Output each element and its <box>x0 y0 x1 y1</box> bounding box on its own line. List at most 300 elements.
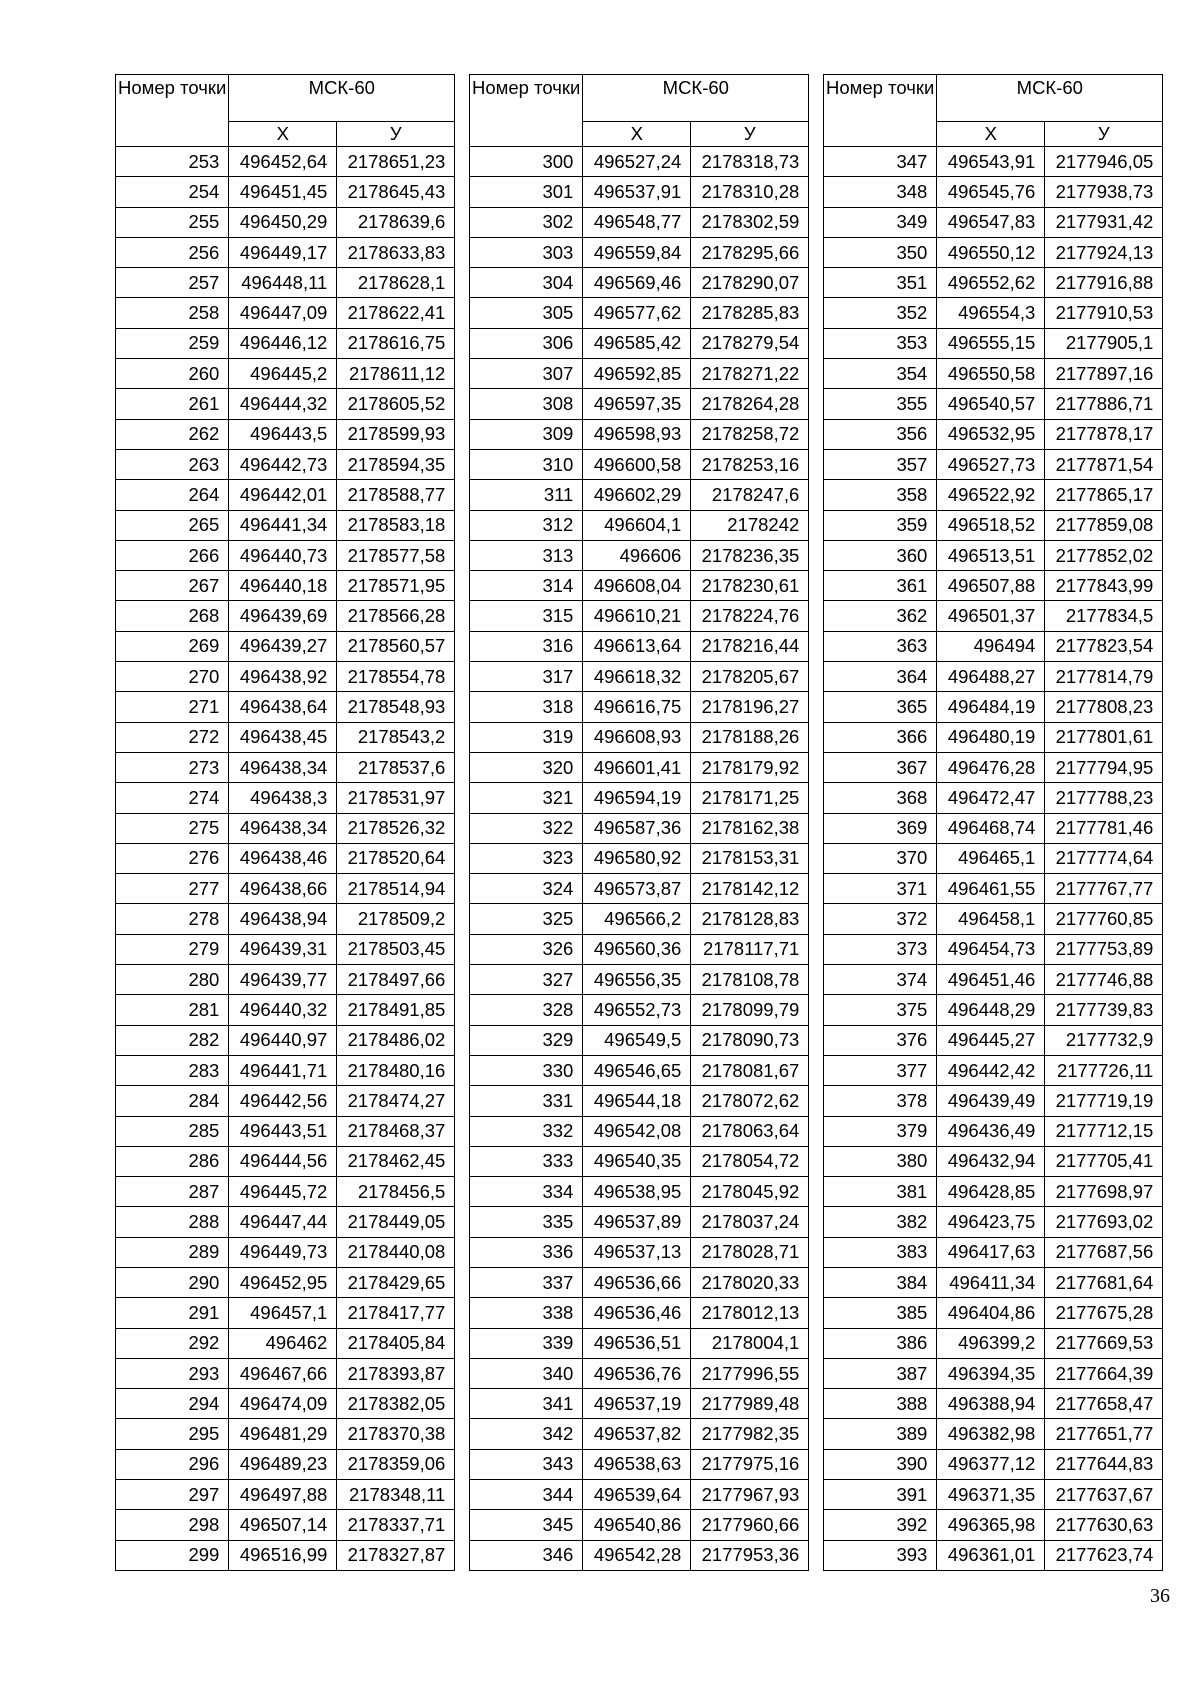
x-coordinate-cell: 496394,35 <box>937 1358 1045 1388</box>
point-number-cell: 317 <box>470 662 583 692</box>
point-number-cell: 289 <box>116 1237 229 1267</box>
point-number-cell: 324 <box>470 874 583 904</box>
point-number-cell: 300 <box>470 147 583 177</box>
table-row <box>116 904 455 934</box>
x-coordinate-cell: 496602,29 <box>583 480 691 510</box>
y-coordinate-cell: 2177726,11 <box>1045 1055 1163 1085</box>
table-row <box>824 389 1163 419</box>
y-coordinate-cell: 2177746,88 <box>1045 965 1163 995</box>
table-row <box>116 571 455 601</box>
point-number-cell: 357 <box>824 449 937 479</box>
x-coordinate-cell: 496550,58 <box>937 359 1045 389</box>
table-row <box>824 177 1163 207</box>
x-coordinate-cell: 496432,94 <box>937 1146 1045 1176</box>
point-number-cell: 286 <box>116 1146 229 1176</box>
table-row <box>470 904 809 934</box>
x-coordinate-cell: 496532,95 <box>937 419 1045 449</box>
point-number-cell: 272 <box>116 722 229 752</box>
table-row <box>116 934 455 964</box>
table-row <box>824 147 1163 177</box>
point-number-cell: 314 <box>470 571 583 601</box>
y-coordinate-cell: 2177732,9 <box>1045 1025 1163 1055</box>
y-coordinate-cell: 2178393,87 <box>337 1358 455 1388</box>
table-row <box>824 1449 1163 1479</box>
table-row <box>824 934 1163 964</box>
x-coordinate-cell: 496543,91 <box>937 147 1045 177</box>
point-number-cell: 285 <box>116 1116 229 1146</box>
table-row <box>116 207 455 237</box>
x-coordinate-cell: 496440,18 <box>229 571 337 601</box>
y-coordinate-cell: 2177852,02 <box>1045 540 1163 570</box>
y-coordinate-cell: 2177834,5 <box>1045 601 1163 631</box>
table-row <box>470 752 809 782</box>
y-coordinate-cell: 2178503,45 <box>337 934 455 964</box>
point-number-cell: 295 <box>116 1419 229 1449</box>
y-coordinate-cell: 2178099,79 <box>691 995 809 1025</box>
x-coordinate-cell: 496468,74 <box>937 813 1045 843</box>
point-number-cell: 346 <box>470 1540 583 1570</box>
table-row <box>470 480 809 510</box>
x-coordinate-cell: 496439,31 <box>229 934 337 964</box>
y-coordinate-cell: 2178028,71 <box>691 1237 809 1267</box>
x-coordinate-cell: 496494 <box>937 631 1045 661</box>
y-coordinate-cell: 2177814,79 <box>1045 662 1163 692</box>
coordinates-table-3 <box>823 74 1163 1571</box>
point-number-cell: 283 <box>116 1055 229 1085</box>
table-row <box>824 1025 1163 1055</box>
y-coordinate-cell: 2178302,59 <box>691 207 809 237</box>
x-coordinate-cell: 496555,15 <box>937 328 1045 358</box>
x-coordinate-cell: 496438,64 <box>229 692 337 722</box>
table-row <box>470 1267 809 1297</box>
y-coordinate-cell: 2178012,13 <box>691 1298 809 1328</box>
y-coordinate-cell: 2178117,71 <box>691 934 809 964</box>
table-row <box>470 1116 809 1146</box>
point-number-cell: 358 <box>824 480 937 510</box>
point-number-cell: 384 <box>824 1267 937 1297</box>
table-row <box>824 1177 1163 1207</box>
y-coordinate-cell: 2178520,64 <box>337 843 455 873</box>
point-number-cell: 390 <box>824 1449 937 1479</box>
point-number-cell: 276 <box>116 843 229 873</box>
point-number-cell: 351 <box>824 268 937 298</box>
x-coordinate-cell: 496449,17 <box>229 237 337 267</box>
x-coordinate-cell: 496566,2 <box>583 904 691 934</box>
y-coordinate-cell: 2177910,53 <box>1045 298 1163 328</box>
x-coordinate-cell: 496540,57 <box>937 389 1045 419</box>
x-coordinate-cell: 496472,47 <box>937 783 1045 813</box>
table-row <box>470 449 809 479</box>
x-coordinate-cell: 496476,28 <box>937 752 1045 782</box>
x-coordinate-cell: 496443,51 <box>229 1116 337 1146</box>
x-coordinate-cell: 496438,66 <box>229 874 337 904</box>
x-coordinate-cell: 496507,14 <box>229 1510 337 1540</box>
point-number-header: Номер точки <box>470 75 583 147</box>
point-number-cell: 374 <box>824 965 937 995</box>
x-coordinate-cell: 496438,94 <box>229 904 337 934</box>
x-coordinate-cell: 496404,86 <box>937 1298 1045 1328</box>
point-number-cell: 361 <box>824 571 937 601</box>
x-coordinate-cell: 496423,75 <box>937 1207 1045 1237</box>
x-coordinate-cell: 496604,1 <box>583 510 691 540</box>
y-coordinate-cell: 2178188,26 <box>691 722 809 752</box>
point-number-cell: 339 <box>470 1328 583 1358</box>
table-row <box>116 1540 455 1570</box>
table-row <box>824 1328 1163 1358</box>
point-number-cell: 326 <box>470 934 583 964</box>
table-row <box>824 571 1163 601</box>
point-number-cell: 340 <box>470 1358 583 1388</box>
table-row <box>116 843 455 873</box>
table-row <box>470 147 809 177</box>
y-coordinate-cell: 2177871,54 <box>1045 449 1163 479</box>
x-coordinate-cell: 496480,19 <box>937 722 1045 752</box>
x-coordinate-cell: 496411,34 <box>937 1267 1045 1297</box>
y-coordinate-cell: 2178054,72 <box>691 1146 809 1176</box>
point-number-cell: 255 <box>116 207 229 237</box>
x-coordinate-cell: 496618,32 <box>583 662 691 692</box>
x-coordinate-cell: 496454,73 <box>937 934 1045 964</box>
y-coordinate-cell: 2178318,73 <box>691 147 809 177</box>
x-coordinate-cell: 496536,46 <box>583 1298 691 1328</box>
table-row <box>116 540 455 570</box>
y-coordinate-cell: 2178605,52 <box>337 389 455 419</box>
point-number-cell: 341 <box>470 1389 583 1419</box>
point-number-cell: 260 <box>116 359 229 389</box>
y-coordinate-cell: 2178577,58 <box>337 540 455 570</box>
table-row <box>116 783 455 813</box>
table-row <box>470 783 809 813</box>
table-row <box>470 207 809 237</box>
point-number-cell: 371 <box>824 874 937 904</box>
point-number-cell: 393 <box>824 1540 937 1570</box>
table-row <box>824 1146 1163 1176</box>
point-number-cell: 284 <box>116 1086 229 1116</box>
y-coordinate-cell: 2177989,48 <box>691 1389 809 1419</box>
table-row <box>116 813 455 843</box>
table-row <box>824 752 1163 782</box>
coordinate-system-header: МСК-60 <box>583 75 809 122</box>
point-number-cell: 366 <box>824 722 937 752</box>
y-coordinate-cell: 2178162,38 <box>691 813 809 843</box>
point-number-cell: 259 <box>116 328 229 358</box>
table-row <box>470 237 809 267</box>
y-coordinate-cell: 2177781,46 <box>1045 813 1163 843</box>
table-row <box>824 207 1163 237</box>
table-row <box>824 1116 1163 1146</box>
point-number-cell: 319 <box>470 722 583 752</box>
table-row <box>824 298 1163 328</box>
point-number-cell: 269 <box>116 631 229 661</box>
point-number-cell: 359 <box>824 510 937 540</box>
y-coordinate-cell: 2178651,23 <box>337 147 455 177</box>
point-number-cell: 330 <box>470 1055 583 1085</box>
point-number-cell: 338 <box>470 1298 583 1328</box>
point-number-cell: 277 <box>116 874 229 904</box>
y-coordinate-cell: 2178337,71 <box>337 1510 455 1540</box>
x-coordinate-cell: 496608,04 <box>583 571 691 601</box>
table-row <box>470 1146 809 1176</box>
point-number-cell: 345 <box>470 1510 583 1540</box>
y-coordinate-cell: 2177996,55 <box>691 1358 809 1388</box>
x-coordinate-cell: 496377,12 <box>937 1449 1045 1479</box>
x-coordinate-cell: 496388,94 <box>937 1389 1045 1419</box>
table-row <box>116 1207 455 1237</box>
table-row <box>470 843 809 873</box>
table-row <box>824 480 1163 510</box>
table-row <box>470 1207 809 1237</box>
x-coordinate-cell: 496449,73 <box>229 1237 337 1267</box>
point-number-cell: 280 <box>116 965 229 995</box>
point-number-cell: 298 <box>116 1510 229 1540</box>
table-row <box>824 328 1163 358</box>
x-coordinate-cell: 496594,19 <box>583 783 691 813</box>
x-coordinate-cell: 496448,29 <box>937 995 1045 1025</box>
x-coordinate-cell: 496438,45 <box>229 722 337 752</box>
y-coordinate-cell: 2177946,05 <box>1045 147 1163 177</box>
y-coordinate-cell: 2178543,2 <box>337 722 455 752</box>
table-row <box>824 843 1163 873</box>
point-number-cell: 365 <box>824 692 937 722</box>
table-row <box>824 995 1163 1025</box>
y-coordinate-cell: 2178072,62 <box>691 1086 809 1116</box>
table-row <box>470 965 809 995</box>
point-number-cell: 313 <box>470 540 583 570</box>
x-coordinate-cell: 496577,62 <box>583 298 691 328</box>
point-number-cell: 279 <box>116 934 229 964</box>
point-number-cell: 349 <box>824 207 937 237</box>
point-number-cell: 275 <box>116 813 229 843</box>
y-coordinate-cell: 2177859,08 <box>1045 510 1163 540</box>
x-coordinate-cell: 496513,51 <box>937 540 1045 570</box>
point-number-cell: 301 <box>470 177 583 207</box>
point-number-cell: 377 <box>824 1055 937 1085</box>
x-coordinate-cell: 496569,46 <box>583 268 691 298</box>
point-number-cell: 368 <box>824 783 937 813</box>
point-number-cell: 378 <box>824 1086 937 1116</box>
x-coordinate-cell: 496438,46 <box>229 843 337 873</box>
table-row <box>116 237 455 267</box>
table-row <box>116 631 455 661</box>
y-coordinate-cell: 2178548,93 <box>337 692 455 722</box>
y-coordinate-cell: 2177931,42 <box>1045 207 1163 237</box>
table-row <box>470 1177 809 1207</box>
table-row <box>824 904 1163 934</box>
table-row <box>116 1449 455 1479</box>
y-coordinate-cell: 2178285,83 <box>691 298 809 328</box>
x-coordinate-cell: 496545,76 <box>937 177 1045 207</box>
y-coordinate-cell: 2177982,35 <box>691 1419 809 1449</box>
y-coordinate-cell: 2178474,27 <box>337 1086 455 1116</box>
y-coordinate-cell: 2178566,28 <box>337 601 455 631</box>
point-number-cell: 376 <box>824 1025 937 1055</box>
table-body <box>470 147 809 1571</box>
y-coordinate-cell: 2178253,16 <box>691 449 809 479</box>
x-coordinate-cell: 496450,29 <box>229 207 337 237</box>
x-coordinate-cell: 496536,76 <box>583 1358 691 1388</box>
x-column-header: Х <box>229 122 337 147</box>
x-coordinate-cell: 496445,27 <box>937 1025 1045 1055</box>
y-coordinate-cell: 2177760,85 <box>1045 904 1163 934</box>
x-coordinate-cell: 496445,72 <box>229 1177 337 1207</box>
y-coordinate-cell: 2178560,57 <box>337 631 455 661</box>
point-number-cell: 253 <box>116 147 229 177</box>
point-number-cell: 282 <box>116 1025 229 1055</box>
x-coordinate-cell: 496501,37 <box>937 601 1045 631</box>
table-row <box>116 1298 455 1328</box>
x-coordinate-cell: 496538,95 <box>583 1177 691 1207</box>
table-row <box>470 692 809 722</box>
x-coordinate-cell: 496587,36 <box>583 813 691 843</box>
table-row <box>824 813 1163 843</box>
point-number-cell: 297 <box>116 1480 229 1510</box>
point-number-cell: 321 <box>470 783 583 813</box>
y-coordinate-cell: 2177719,19 <box>1045 1086 1163 1116</box>
point-number-cell: 329 <box>470 1025 583 1055</box>
y-coordinate-cell: 2178205,67 <box>691 662 809 692</box>
y-coordinate-cell: 2178037,24 <box>691 1207 809 1237</box>
table-row <box>116 480 455 510</box>
point-number-cell: 364 <box>824 662 937 692</box>
table-row <box>470 571 809 601</box>
y-coordinate-cell: 2178327,87 <box>337 1540 455 1570</box>
point-number-cell: 290 <box>116 1267 229 1297</box>
y-coordinate-cell: 2178271,22 <box>691 359 809 389</box>
y-coordinate-cell: 2177801,61 <box>1045 722 1163 752</box>
point-number-cell: 304 <box>470 268 583 298</box>
y-coordinate-cell: 2178514,94 <box>337 874 455 904</box>
x-coordinate-cell: 496371,35 <box>937 1480 1045 1510</box>
x-coordinate-cell: 496442,56 <box>229 1086 337 1116</box>
table-row <box>116 268 455 298</box>
point-number-cell: 370 <box>824 843 937 873</box>
point-number-cell: 265 <box>116 510 229 540</box>
y-coordinate-cell: 2178497,66 <box>337 965 455 995</box>
point-number-cell: 354 <box>824 359 937 389</box>
table-row <box>824 1540 1163 1570</box>
table-row <box>116 389 455 419</box>
point-number-cell: 343 <box>470 1449 583 1479</box>
point-number-cell: 257 <box>116 268 229 298</box>
table-row <box>470 995 809 1025</box>
table-row <box>470 1449 809 1479</box>
y-coordinate-cell: 2177651,77 <box>1045 1419 1163 1449</box>
x-coordinate-cell: 496537,91 <box>583 177 691 207</box>
x-coordinate-cell: 496560,36 <box>583 934 691 964</box>
point-number-cell: 383 <box>824 1237 937 1267</box>
x-column-header: Х <box>583 122 691 147</box>
x-coordinate-cell: 496592,85 <box>583 359 691 389</box>
x-coordinate-cell: 496462 <box>229 1328 337 1358</box>
y-coordinate-cell: 2178456,5 <box>337 1177 455 1207</box>
x-coordinate-cell: 496457,1 <box>229 1298 337 1328</box>
x-coordinate-cell: 496522,92 <box>937 480 1045 510</box>
x-coordinate-cell: 496441,71 <box>229 1055 337 1085</box>
y-coordinate-cell: 2178628,1 <box>337 268 455 298</box>
table-row <box>116 419 455 449</box>
y-coordinate-cell: 2177953,36 <box>691 1540 809 1570</box>
point-number-cell: 388 <box>824 1389 937 1419</box>
table-row <box>116 328 455 358</box>
table-row <box>116 692 455 722</box>
x-coordinate-cell: 496440,97 <box>229 1025 337 1055</box>
y-coordinate-cell: 2177681,64 <box>1045 1267 1163 1297</box>
x-coordinate-cell: 496536,66 <box>583 1267 691 1297</box>
y-coordinate-cell: 2177630,63 <box>1045 1510 1163 1540</box>
x-coordinate-cell: 496556,35 <box>583 965 691 995</box>
x-coordinate-cell: 496544,18 <box>583 1086 691 1116</box>
point-number-cell: 331 <box>470 1086 583 1116</box>
y-coordinate-cell: 2178063,64 <box>691 1116 809 1146</box>
point-number-cell: 333 <box>470 1146 583 1176</box>
table-row <box>824 540 1163 570</box>
point-number-cell: 302 <box>470 207 583 237</box>
x-coordinate-cell: 496549,5 <box>583 1025 691 1055</box>
x-coordinate-cell: 496481,29 <box>229 1419 337 1449</box>
y-coordinate-cell: 2177924,13 <box>1045 237 1163 267</box>
table-row <box>824 449 1163 479</box>
point-number-cell: 291 <box>116 1298 229 1328</box>
point-number-cell: 312 <box>470 510 583 540</box>
point-number-cell: 305 <box>470 298 583 328</box>
x-coordinate-cell: 496439,69 <box>229 601 337 631</box>
x-coordinate-cell: 496606 <box>583 540 691 570</box>
table-row <box>470 1389 809 1419</box>
table-row <box>470 874 809 904</box>
x-coordinate-cell: 496601,41 <box>583 752 691 782</box>
point-number-cell: 347 <box>824 147 937 177</box>
y-coordinate-cell: 2178611,12 <box>337 359 455 389</box>
point-number-cell: 296 <box>116 1449 229 1479</box>
point-number-cell: 258 <box>116 298 229 328</box>
point-number-cell: 287 <box>116 1177 229 1207</box>
point-number-cell: 353 <box>824 328 937 358</box>
x-coordinate-cell: 496442,73 <box>229 449 337 479</box>
x-coordinate-cell: 496518,52 <box>937 510 1045 540</box>
table-row <box>470 813 809 843</box>
x-coordinate-cell: 496536,51 <box>583 1328 691 1358</box>
table-row <box>470 1480 809 1510</box>
table-row <box>470 389 809 419</box>
point-number-cell: 391 <box>824 1480 937 1510</box>
point-number-cell: 309 <box>470 419 583 449</box>
x-coordinate-cell: 496382,98 <box>937 1419 1045 1449</box>
y-coordinate-cell: 2178537,6 <box>337 752 455 782</box>
table-row <box>470 1419 809 1449</box>
x-coordinate-cell: 496458,1 <box>937 904 1045 934</box>
point-number-cell: 274 <box>116 783 229 813</box>
x-coordinate-cell: 496516,99 <box>229 1540 337 1570</box>
table-row <box>116 1177 455 1207</box>
point-number-cell: 369 <box>824 813 937 843</box>
point-number-cell: 322 <box>470 813 583 843</box>
point-number-cell: 363 <box>824 631 937 661</box>
point-number-cell: 348 <box>824 177 937 207</box>
x-coordinate-cell: 496488,27 <box>937 662 1045 692</box>
table-row <box>470 1237 809 1267</box>
y-coordinate-cell: 2178279,54 <box>691 328 809 358</box>
y-coordinate-cell: 2177774,64 <box>1045 843 1163 873</box>
x-coordinate-cell: 496446,12 <box>229 328 337 358</box>
x-coordinate-cell: 496448,11 <box>229 268 337 298</box>
point-number-cell: 337 <box>470 1267 583 1297</box>
table-row <box>470 722 809 752</box>
x-coordinate-cell: 496439,27 <box>229 631 337 661</box>
point-number-cell: 392 <box>824 1510 937 1540</box>
y-coordinate-cell: 2177712,15 <box>1045 1116 1163 1146</box>
x-coordinate-cell: 496438,34 <box>229 813 337 843</box>
page-number: 36 <box>1150 1585 1170 1607</box>
